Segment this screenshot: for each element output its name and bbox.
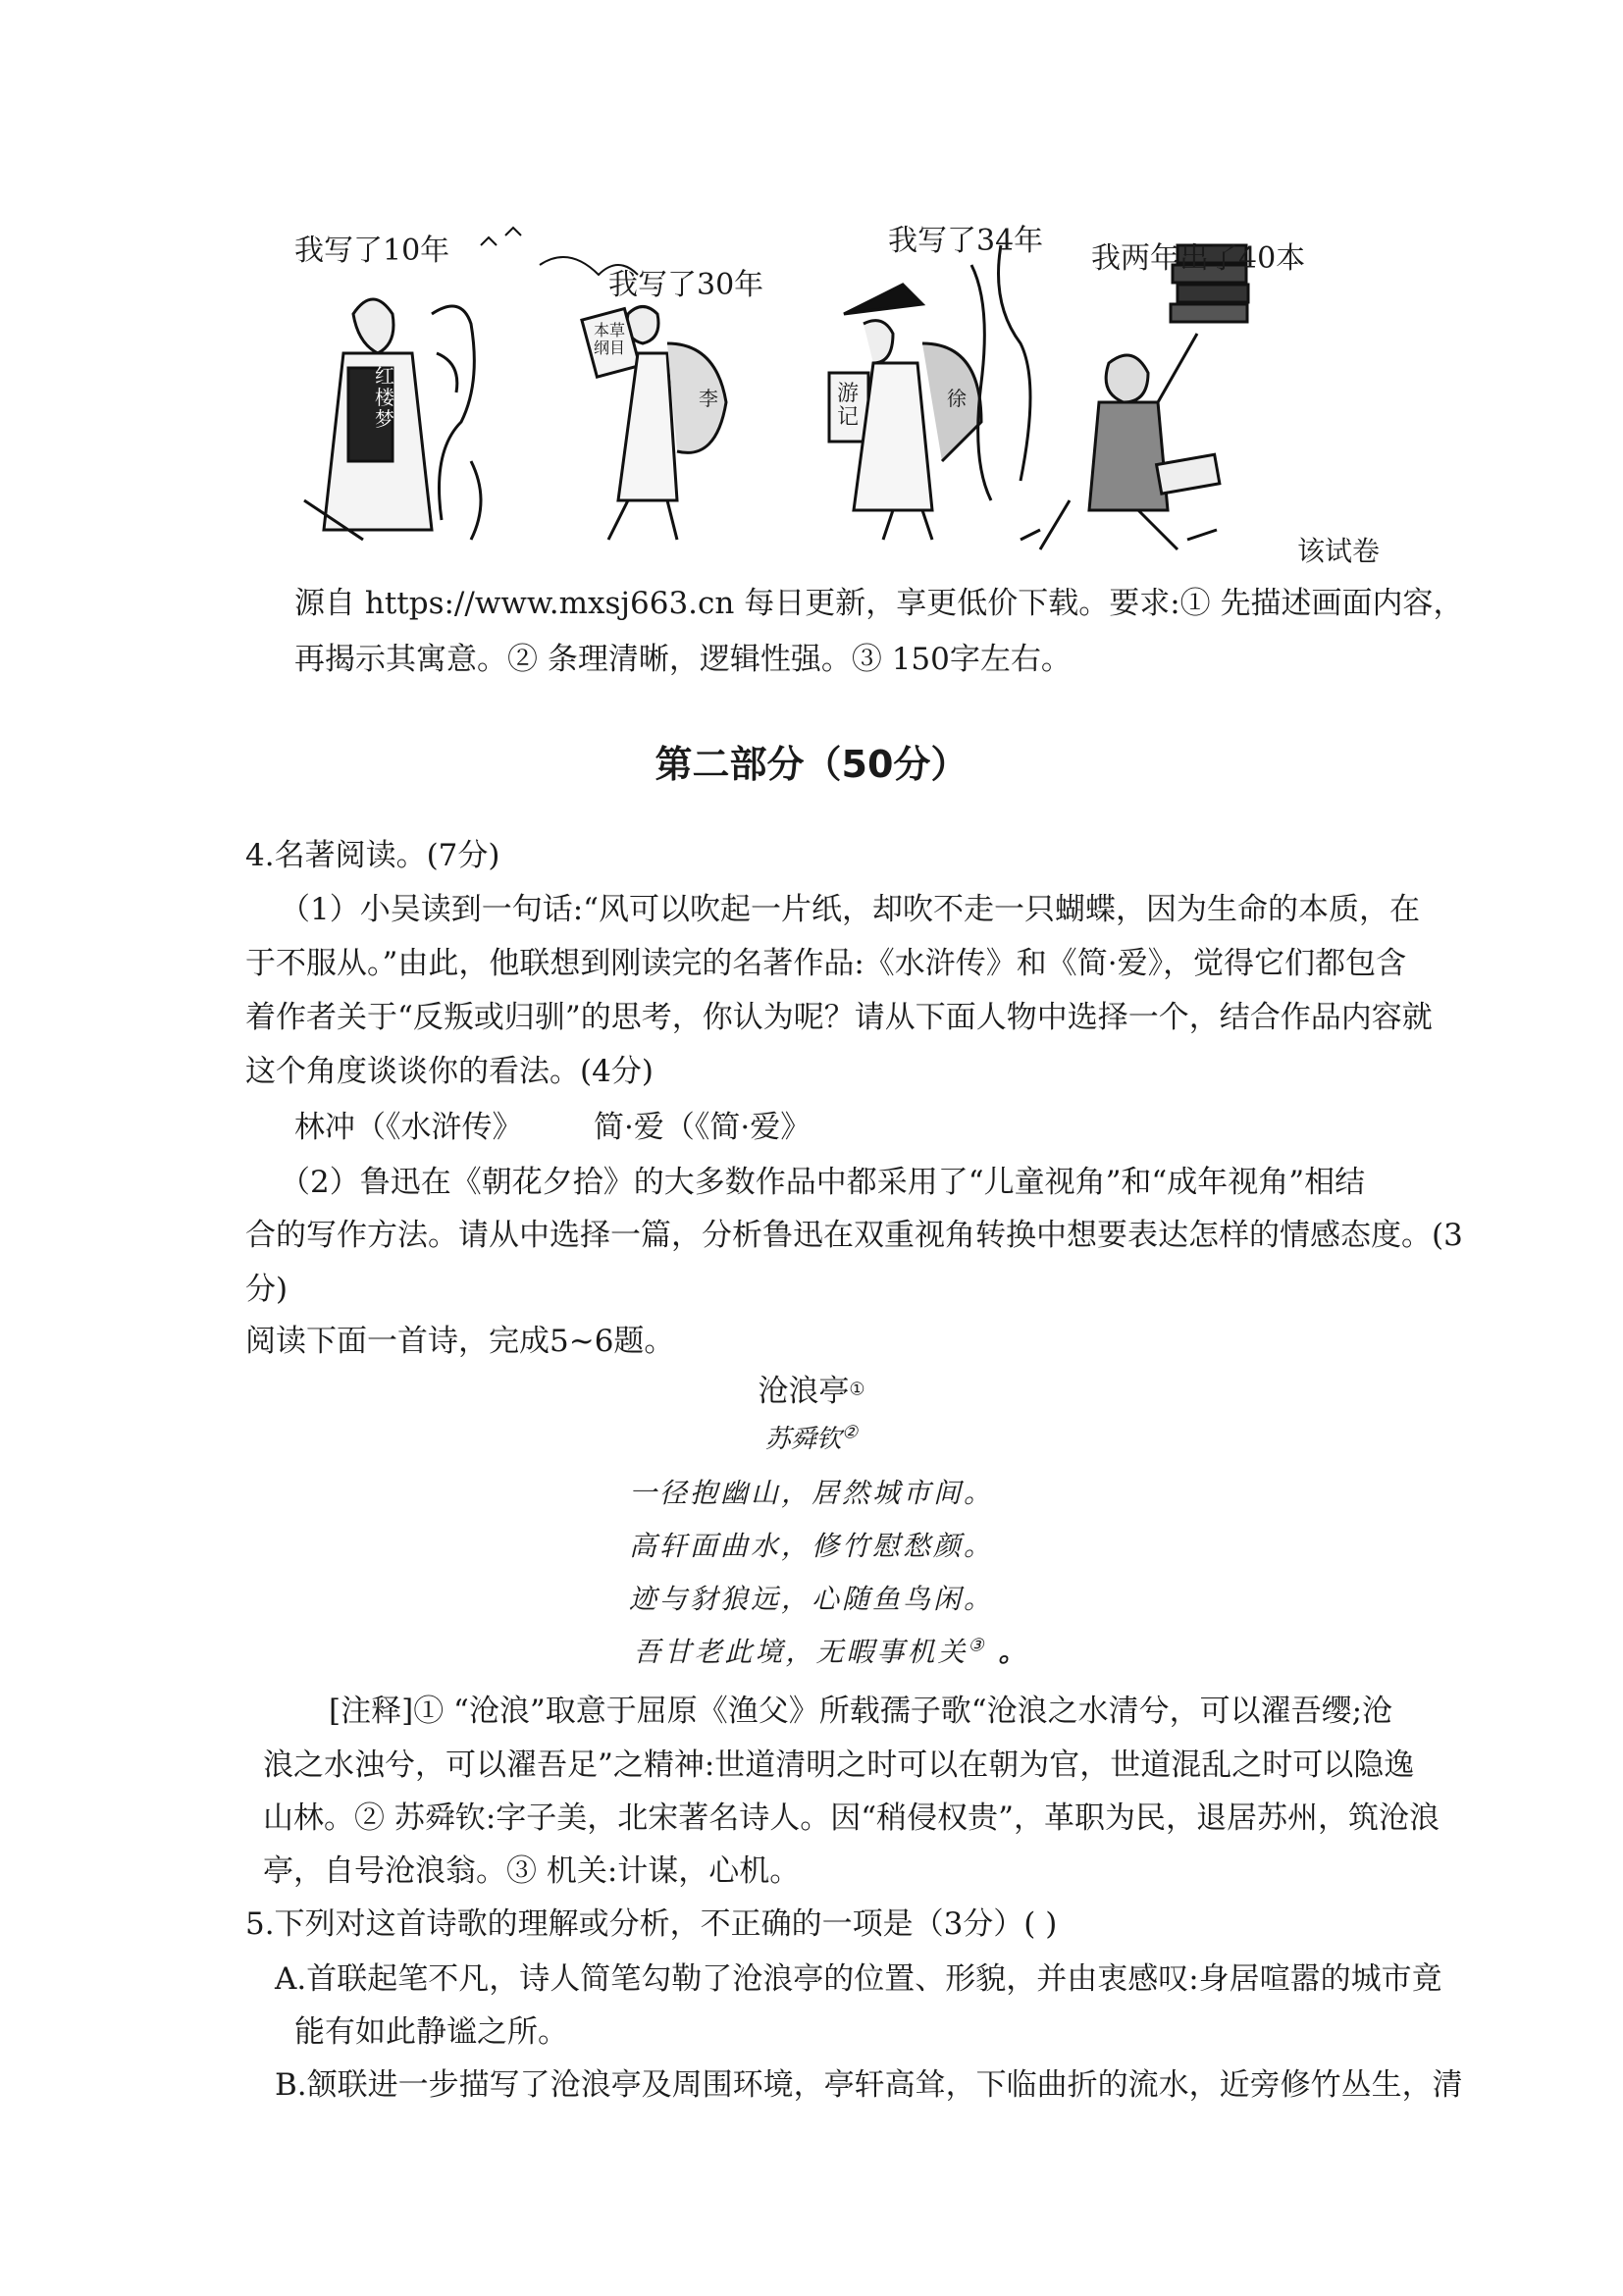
q5-option-a-line-1: A.首联起笔不凡，诗人简笔勾勒了沧浪亭的位置、形貌，并由衷感叹:身居喧嚣的城市竟 (275, 1961, 1442, 1997)
q4-part2-line-3: 分) (245, 1272, 288, 1307)
book-label-bencao: 本草纲目 (594, 321, 626, 357)
poem-title (0, 1366, 1623, 1410)
cartoon-caption-4: 我两年出了40本 (1091, 241, 1306, 276)
note-line-1: [注释]① “沧浪”取意于屈原《渔父》所载孺子歌“沧浪之水清兮，可以濯吾缨;沧 (329, 1694, 1393, 1729)
q5-stem: 5.下列对这首诗歌的理解或分析，不正确的一项是（3分）( ) (245, 1906, 1058, 1942)
reading-intro: 阅读下面一首诗，完成5~6题。 (245, 1324, 675, 1359)
poem-author (0, 1419, 1623, 1455)
cartoon-illustration (294, 206, 1393, 569)
q4-heading: 4.名著阅读。(7分) (245, 838, 500, 873)
note-line-4: 亭，自号沧浪翁。③ 机关:计谋，心机。 (263, 1853, 801, 1889)
poem-line-4-text: 吾甘老此境，无暇事机关 (633, 1636, 969, 1668)
cartoon-caption-1: 我写了10年 (294, 234, 450, 268)
note-line-2: 浪之水浊兮，可以濯吾足”之精神:世道清明之时可以在朝为官，世道混乱之时可以隐逸 (263, 1748, 1415, 1783)
poem-line-1: 一径抱幽山，居然城市间。 (628, 1477, 994, 1509)
cartoon-caption-3: 我写了34年 (888, 224, 1044, 258)
note-line-3: 山林。② 苏舜钦:字子美，北宋著名诗人。因“稍侵权贵”，革职为民，退居苏州，筑沧浪 (263, 1800, 1440, 1836)
poem-line-3: 迹与豺狼远，心随鱼鸟闲。 (628, 1583, 994, 1615)
q4-choice-janeeyre: 简·爱（《简·爱》 (594, 1110, 812, 1145)
prompt-line-2: 再揭示其寓意。② 条理清晰，逻辑性强。③ 150字左右。 (294, 642, 1072, 677)
q4-part2-line-2: 合的写作方法。请从中选择一篇，分析鲁迅在双重视角转换中想要表达怎样的情感态度。(3 (245, 1218, 1463, 1253)
book-label-youji: 游记 (837, 382, 860, 430)
q4-part2-line-1: （2）鲁迅在《朝花夕拾》的大多数作品中都采用了“儿童视角”和“成年视角”相结 (280, 1165, 1366, 1200)
poem-line-4-note-mark: ③ (968, 1635, 987, 1656)
q4-part1-line-1: （1）小吴读到一句话:“风可以吹起一片纸，却吹不走一只蝴蝶，因为生命的本质，在 (280, 892, 1421, 927)
q4-choice-linchong: 林冲（《水浒传》 (294, 1110, 523, 1145)
poem-line-2: 高轩面曲水，修竹慰愁颜。 (628, 1530, 994, 1562)
book-label-li: 李 (699, 387, 718, 410)
poem-author-note-mark: ② (841, 1422, 859, 1443)
poem-author-text: 苏舜钦 (764, 1425, 842, 1454)
watermark-text: 该试卷 (1297, 535, 1381, 567)
poem-line-4 (0, 1631, 1623, 1670)
poem-line-4-period: 。 (998, 1636, 1029, 1668)
section-title: 第二部分（50分） (654, 743, 969, 786)
q4-part1-line-2: 于不服从。”由此，他联想到刚读完的名著作品:《水浒传》和《简·爱》，觉得它们都包含 (245, 946, 1407, 981)
book-label-xu: 徐 (947, 387, 967, 410)
q5-option-a-line-2: 能有如此静谧之所。 (294, 2014, 568, 2050)
prompt-line-1: 源自 https://www.mxsj663.cn 每日更新，享更低价下载。要求:① 先描述画面内容， (294, 586, 1464, 621)
poem-title-note-mark: ① (849, 1379, 865, 1400)
poem-title-text: 沧浪亭 (758, 1374, 850, 1409)
q4-part1-line-3: 着作者关于“反叛或归驯”的思考，你认为呢？请从下面人物中选择一个，结合作品内容就 (245, 1000, 1433, 1035)
q5-option-b: B.颔联进一步描写了沧浪亭及周围环境，亭轩高耸，下临曲折的流水，近旁修竹丛生，清 (275, 2067, 1463, 2103)
book-label-hongloumeng: 红楼梦 (375, 364, 394, 431)
q4-part1-line-4: 这个角度谈谈你的看法。(4分) (245, 1054, 654, 1089)
cartoon-caption-2: 我写了30年 (608, 268, 764, 302)
